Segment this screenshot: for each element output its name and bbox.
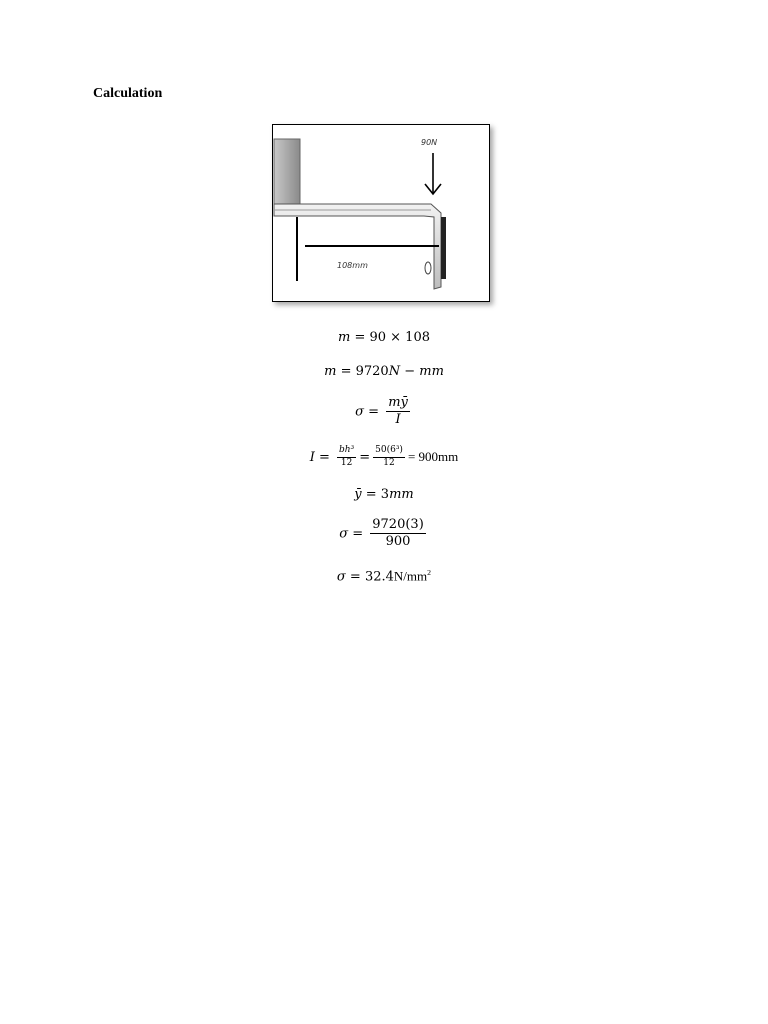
bolt-hole	[425, 262, 431, 274]
cantilever-diagram	[273, 125, 491, 303]
ybar-equation: ȳ = 3mm	[354, 487, 414, 502]
inertia-fraction-general: $\frac{\text{bh³}}{12}$	[339, 445, 355, 468]
moment-value-equation: m = 9720N − mm	[324, 364, 444, 379]
cantilever-figure	[272, 124, 490, 302]
stress-substitution: σ = $\frac{9720(3)}{900}$	[339, 517, 424, 550]
stress-fraction: $\frac{mȳ}{I}$	[388, 395, 408, 428]
wall-support	[274, 139, 300, 205]
page-heading: Calculation	[93, 86, 163, 101]
stress-substitution-fraction: $\frac{9720(3)}{900}$	[372, 517, 424, 550]
force-label: 90N	[421, 138, 438, 147]
inertia-equation: I = $\frac{\text{bh³}}{12}$ = $\frac{\text{50(6³)}}{12}$ = 900mm	[309, 445, 459, 468]
end-plate-shadow	[441, 217, 446, 279]
moment-equation: m = 90 × 108	[337, 330, 430, 345]
stress-result: $\sigma = 32.4N/mm^2$	[336, 568, 432, 585]
stress-formula: σ = $\frac{mȳ}{I}$	[355, 395, 408, 428]
inertia-fraction-values: $\frac{\text{50(6³)}}{12}$	[375, 445, 403, 468]
length-label: 108mm	[337, 261, 368, 270]
